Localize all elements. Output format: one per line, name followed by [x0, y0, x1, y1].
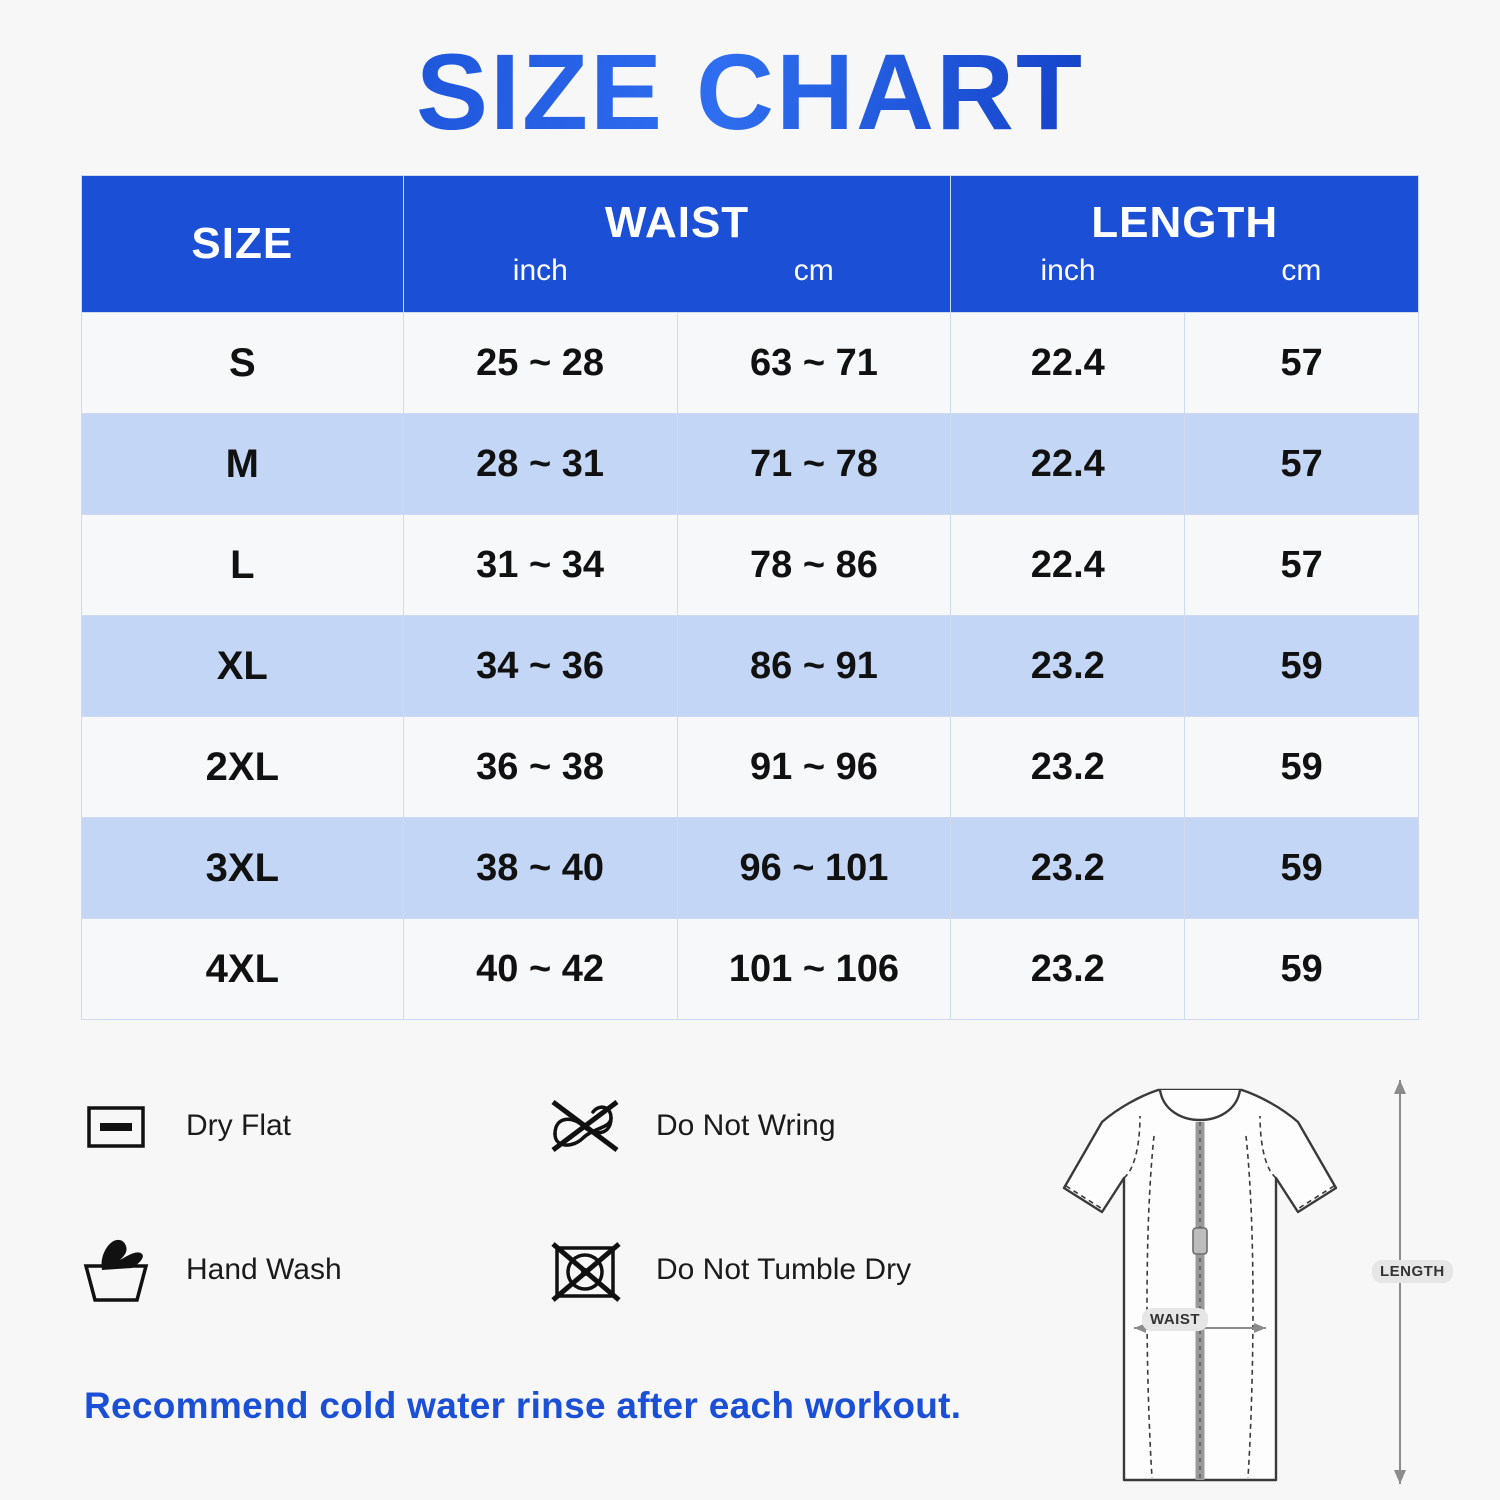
- size-chart-container: [81, 175, 1419, 1020]
- cell-waist-inch: 40 ~ 42: [403, 919, 677, 1020]
- care-row: [70, 1080, 1010, 1172]
- cell-waist-cm: 86 ~ 91: [677, 616, 951, 717]
- cell-waist-inch: 31 ~ 34: [403, 515, 677, 616]
- table-row: [82, 313, 1419, 414]
- column-header-length-cm: cm: [1281, 254, 1322, 287]
- table-header: [82, 176, 1419, 313]
- cell-waist-cm: 91 ~ 96: [677, 717, 951, 818]
- cell-length-inch: 23.2: [951, 818, 1185, 919]
- care-label: Do Not Tumble Dry: [656, 1253, 912, 1286]
- care-item-hand-wash: [70, 1224, 540, 1316]
- column-header-length-inch: inch: [1040, 254, 1096, 287]
- cell-waist-inch: 28 ~ 31: [403, 414, 677, 515]
- column-header-length: [951, 176, 1419, 313]
- table-body: [82, 313, 1419, 1020]
- cell-waist-inch: 38 ~ 40: [403, 818, 677, 919]
- recommendation-text: Recommend cold water rinse after each workout.: [84, 1385, 962, 1426]
- cell-size: S: [82, 313, 404, 414]
- care-item-dry-flat: [70, 1080, 540, 1172]
- do-not-wring-icon: [540, 1080, 632, 1172]
- do-not-tumble-dry-icon: [540, 1224, 632, 1316]
- table-row: [82, 515, 1419, 616]
- dry-flat-icon: [70, 1080, 162, 1172]
- length-measure-badge: LENGTH: [1372, 1260, 1453, 1283]
- cell-size: XL: [82, 616, 404, 717]
- table-row: [82, 616, 1419, 717]
- cell-length-inch: 22.4: [951, 414, 1185, 515]
- cell-length-inch: 23.2: [951, 919, 1185, 1020]
- column-header-waist: [403, 176, 951, 313]
- size-chart-table: [81, 175, 1419, 1020]
- cell-size: M: [82, 414, 404, 515]
- cell-length-cm: 59: [1185, 717, 1419, 818]
- column-header-waist-title: WAIST: [604, 198, 750, 247]
- cell-waist-cm: 78 ~ 86: [677, 515, 951, 616]
- cell-waist-cm: 96 ~ 101: [677, 818, 951, 919]
- care-row: [70, 1224, 1010, 1316]
- page-title: SIZE CHART: [0, 0, 1500, 159]
- garment-illustration: [990, 1060, 1460, 1490]
- cell-length-inch: 22.4: [951, 515, 1185, 616]
- column-header-length-title: LENGTH: [1091, 198, 1279, 247]
- cell-size: 4XL: [82, 919, 404, 1020]
- cell-length-cm: 57: [1185, 414, 1419, 515]
- table-row: [82, 818, 1419, 919]
- cell-length-cm: 59: [1185, 616, 1419, 717]
- cell-waist-inch: 25 ~ 28: [403, 313, 677, 414]
- column-header-size: SIZE: [82, 176, 404, 313]
- table-row: [82, 919, 1419, 1020]
- cell-size: 2XL: [82, 717, 404, 818]
- cell-length-inch: 23.2: [951, 616, 1185, 717]
- cell-waist-cm: 71 ~ 78: [677, 414, 951, 515]
- hand-wash-icon: [70, 1224, 162, 1316]
- cell-waist-cm: 101 ~ 106: [677, 919, 951, 1020]
- care-label: Hand Wash: [186, 1253, 342, 1286]
- care-item-do-not-wring: [540, 1080, 1010, 1172]
- cell-waist-cm: 63 ~ 71: [677, 313, 951, 414]
- column-header-waist-cm: cm: [793, 254, 834, 287]
- care-label: Dry Flat: [186, 1109, 291, 1142]
- cell-waist-inch: 36 ~ 38: [403, 717, 677, 818]
- cell-size: 3XL: [82, 818, 404, 919]
- cell-length-cm: 59: [1185, 818, 1419, 919]
- cell-length-inch: 22.4: [951, 313, 1185, 414]
- cell-length-cm: 57: [1185, 515, 1419, 616]
- cell-waist-inch: 34 ~ 36: [403, 616, 677, 717]
- table-row: [82, 414, 1419, 515]
- cell-length-inch: 23.2: [951, 717, 1185, 818]
- waist-measure-badge: WAIST: [1142, 1308, 1208, 1331]
- cell-size: L: [82, 515, 404, 616]
- care-label: Do Not Wring: [656, 1109, 836, 1142]
- table-row: [82, 717, 1419, 818]
- cell-length-cm: 57: [1185, 313, 1419, 414]
- care-instructions: [70, 1080, 1010, 1368]
- cell-length-cm: 59: [1185, 919, 1419, 1020]
- care-item-do-not-tumble-dry: [540, 1224, 1010, 1316]
- column-header-waist-inch: inch: [512, 254, 568, 287]
